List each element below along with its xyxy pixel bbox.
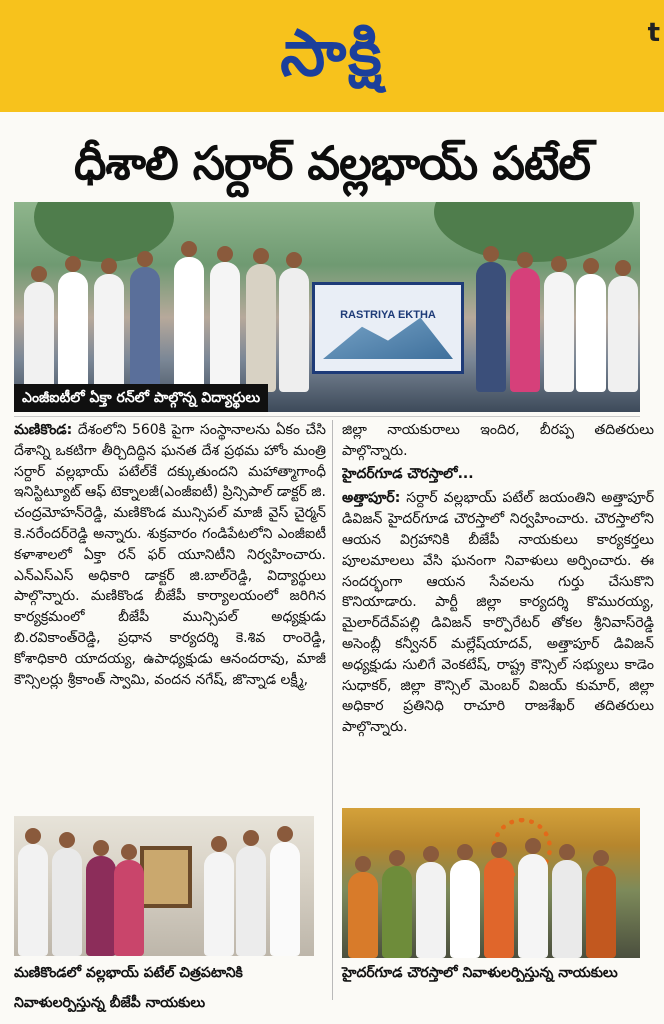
article-paragraph: [14, 420, 326, 690]
ekta-banner: [312, 282, 464, 374]
article-continuation: జిల్లా నాయకురాలు ఇందిర, బీరప్ప తదితరులు పాల్గొన్నారు.: [342, 422, 654, 459]
newspaper-logo: సాక్షి: [280, 17, 384, 91]
photo-person: [476, 262, 506, 392]
divider: [14, 416, 640, 417]
photo-person: [484, 858, 514, 958]
article-headline: ధీశాలి సర్దార్ వల్లభాయ్ పటేల్: [73, 136, 591, 190]
article-paragraph: [342, 488, 654, 738]
article-body: దేశంలోని 560కి పైగా సంస్థానాలను ఏకం చేసి దేశాన్ని ఒకటిగా తీర్చిదిద్దిన ఘనత దేశ ప్రథమ హోం మంత్రి సర్దార్ వల్లభాయ్ పటేల్‌కే దక్కుతుందని మహాత్మాగాంధీ ఇనిస్టిట్యూట్ ఆఫ్ టెక్నాలజీ(ఎంజీఐటీ) ప్రిన్సిపాల్ డాక్టర్ జి. చంద్రమోహన్‌రెడ్డి, మణికొండ మున్సిపల్ మాజీ వైస్ చైర్మన్ కె.నరేందర్‌రెడ్డి అన్నారు. శుక్రవారం గండిపేటలోని ఎంజీఐటీ కళాశాలలో ఏక్తా రన్ ఫర్ యూనిటీని నిర్వహించారు. ఎన్‌ఎస్‌ఎస్ అధికారి డాక్టర్ జి.బాల్‌రెడ్డి, విద్యార్థులు పాల్గొన్నారు. మణికొండ బీజేపీ కార్యాలయంలో జరిగిన కార్యక్రమంలో బీజేపీ మున్సిపల్ అధ్యక్షుడు బి.రవికాంత్‌రెడ్డి, ప్రధాన కార్యదర్శి కె.శివ రాంరెడ్డి, కోశాధికారి యాదయ్య, ఉపాధ్యక్షుడు ఆనందరావు, మాజీ కౌన్సిలర్లు శ్రీకాంత్ స్వామి, వందన నగేష్, జొన్నాడ లక్ష్మీ,: [14, 422, 326, 688]
photo-person: [246, 264, 276, 392]
photo-caption-left: మణికొండలో వల్లభాయ్ పటేల్ చిత్రపటానికి నివాళులర్పిస్తున్న బీజేపీ నాయకులు: [14, 965, 243, 1011]
photo-person: [450, 860, 480, 958]
photo-tree: [434, 202, 634, 262]
article-body: సర్దార్ వల్లభాయ్ పటేల్ జయంతిని అత్తాపూర్ డివిజన్ హైదర్‌గూడ చౌరస్తాలో నిర్వహించారు. చౌరస్తాలోని ఆయన విగ్రహానికి బీజేపీ నాయకులు కార్యకర్తలు పూలమాలలు వేసి ఘనంగా నివాళులు అర్పించారు. ఈ సందర్భంగా ఆయన సేవలను గుర్తు చేసుకొని కొనియాడారు. పార్టీ జిల్లా కార్యదర్శి కొమురయ్య, మైలార్‌దేవ్‌పల్లి డివిజన్ కార్పొరేటర్ తోకల శ్రీనివాస్‌రెడ్డి అసెంబ్లీ కన్వీనర్ మల్లేష్‌యాదవ్, అత్తాపూర్ డివిజన్ అధ్యక్షుడు సులిగే వెంకటేష్, రాష్ట్ర కౌన్సిల్ సభ్యులు కాడెం సుధాకర్, జిల్లా కౌన్సిల్ మెంబర్ విజయ్ కుమార్, జిల్లా అధికార ప్రతినిధి రాచూరి రాజశేఖర్ తదితరులు పాల్గొన్నారు.: [342, 490, 654, 736]
photo-person: [52, 848, 82, 956]
photo-person: [210, 262, 240, 392]
photo-tree: [34, 202, 174, 262]
column-divider: [332, 420, 333, 1000]
banner-text: RASTRIYA EKTHA: [340, 309, 436, 321]
photo-person: [416, 862, 446, 958]
photo-bottom-left: [14, 816, 314, 956]
photo-person: [552, 860, 582, 958]
article-column-left: [14, 420, 326, 812]
photo-person: [58, 272, 88, 392]
photo-person: [518, 854, 548, 958]
photo-person: [130, 267, 160, 392]
dateline: మణికొండ:: [14, 422, 73, 438]
photo-person: [236, 846, 266, 956]
photo-person: [576, 274, 606, 392]
photo-person: [114, 860, 144, 956]
masthead: [0, 0, 664, 112]
photo-person: [24, 282, 54, 392]
dateline: అత్తాపూర్:: [342, 490, 401, 507]
photo-person: [510, 268, 540, 392]
photo-person: [279, 268, 309, 392]
photo-bottom-right: [342, 808, 640, 958]
portrait-frame: [140, 846, 192, 908]
photo-person: [544, 272, 574, 392]
article-subhead: హైదర్‌గూడ చౌరస్తాలో...: [342, 465, 474, 482]
photo-person: [174, 257, 204, 392]
photo-person: [86, 856, 116, 956]
edge-glyph: t: [647, 18, 660, 48]
main-photo-caption: ఎంజీఐటీలో ఏక్తా రన్‌లో పాల్గొన్న విద్యార్థులు: [14, 384, 268, 412]
photo-person: [348, 872, 378, 958]
photo-person: [382, 866, 412, 958]
main-photo: [14, 202, 640, 412]
article-column-right: [342, 420, 654, 810]
photo-person: [608, 276, 638, 392]
photo-person: [94, 274, 124, 392]
photo-person: [18, 844, 48, 956]
photo-person: [204, 852, 234, 956]
photo-person: [586, 866, 616, 958]
photo-person: [270, 842, 300, 956]
photo-caption-right: హైదర్‌గూడ చౌరస్తాలో నివాళులర్పిస్తున్న నాయకులు: [342, 965, 618, 981]
